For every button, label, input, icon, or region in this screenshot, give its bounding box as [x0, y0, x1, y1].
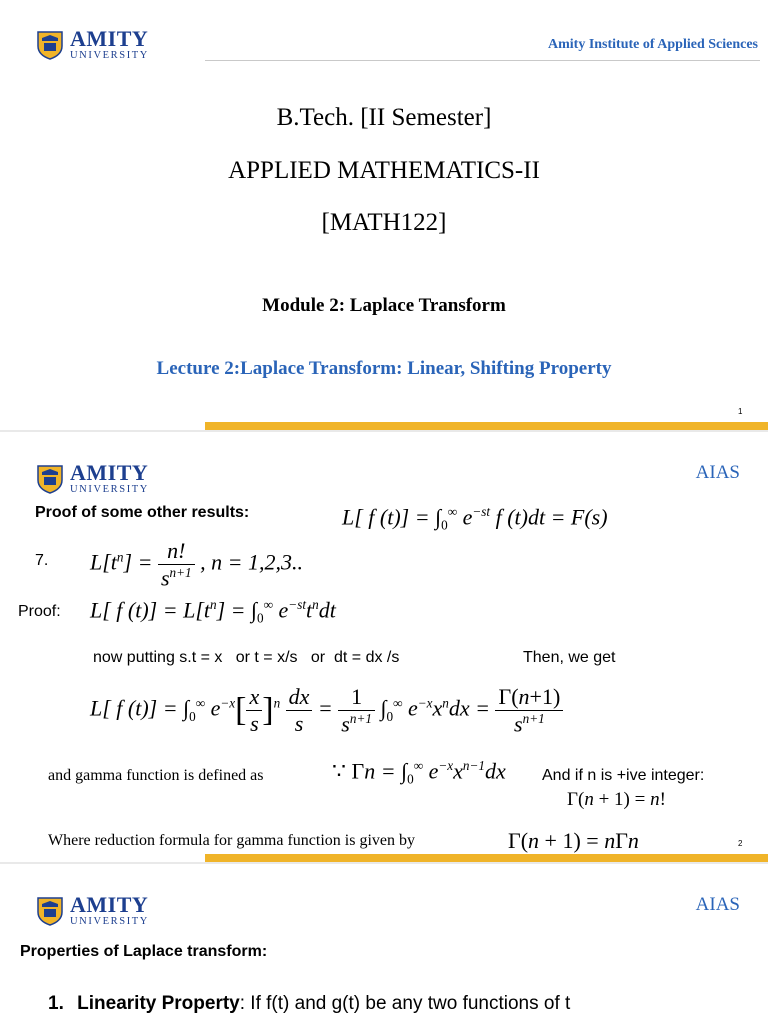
positive-integer-text: And if n is +ive integer:: [542, 767, 705, 784]
property-text: : If f(t) and g(t) be any two functions of t: [239, 993, 571, 1014]
header-abbrev: AIAS: [695, 894, 740, 915]
logo-subtitle: UNIVERSITY: [70, 50, 149, 61]
amity-shield-icon: [36, 896, 64, 926]
item-number: 7.: [35, 552, 49, 569]
proof-step-2: L[ f $(t)] = \int_0^\infty$ $e^{-x}$[ $\frac{x}{s}$ ]$^n$ $\frac{dx}{s}$ = $\frac{1}{s^{n+1}}$ $\int_0^\infty$ $e^{-x}x^ndx$ = $\frac{\Gamma(n+1)}{s^{n+1}}$: [90, 684, 563, 737]
laplace-definition: L[ f $(t)] = \int_0^\infty$ $e^{-st}$ f (t)dt = F(s): [342, 504, 608, 533]
slide-2: [0, 432, 768, 864]
amity-logo: [36, 462, 149, 496]
page-number: 1: [738, 407, 743, 416]
logo-subtitle: UNIVERSITY: [70, 484, 149, 495]
result-formula: $L[t^n]$ = $\frac{n!}{s^{n+1}}$ , n = 1,2,3..: [90, 538, 303, 591]
reduction-formula: Γ(n + 1) = nΓn: [508, 828, 639, 853]
course-semester: B.Tech. [II Semester]: [276, 104, 492, 131]
header-rule: [205, 60, 760, 61]
logo-subtitle: UNIVERSITY: [70, 916, 149, 927]
slide-3: [0, 864, 768, 1024]
then-text: Then, we get: [523, 649, 616, 666]
gamma-factorial-formula: Γ(n + 1) = n!: [567, 789, 666, 810]
module-title: Module 2: Laplace Transform: [262, 295, 506, 316]
page-number: 2: [738, 839, 743, 848]
section-heading: Proof of some other results:: [35, 504, 250, 521]
amity-logo: [36, 28, 149, 62]
property-title: Linearity Property: [77, 993, 240, 1014]
gamma-definition-text: and gamma function is defined as: [48, 767, 264, 784]
proof-step-1: L[ f $(t)] = L[t^n] = \int_0^\infty$ $e^{-st}t^ndt$: [90, 597, 336, 626]
property-item: [48, 993, 570, 1015]
header-abbrev: AIAS: [695, 462, 740, 483]
gold-bar: [205, 854, 768, 862]
logo-name: AMITY: [70, 460, 149, 485]
institute-name: Amity Institute of Applied Sciences: [548, 37, 758, 52]
item-number: 1.: [48, 993, 64, 1014]
logo-name: AMITY: [70, 26, 149, 51]
amity-shield-icon: [36, 464, 64, 494]
course-code: [MATH122]: [321, 209, 447, 236]
slide-1: [0, 0, 768, 432]
gamma-definition-formula: ∵ $\Gamma n = \int_0^\infty$ $e^{-x}x^{n-1}dx$: [332, 758, 506, 787]
lecture-title: Lecture 2:Laplace Transform: Linear, Shifting Property: [156, 358, 612, 379]
substitution-text: now putting s.t = x or t = x/s or dt = dx /s: [93, 649, 400, 666]
amity-logo: [36, 894, 149, 928]
proof-label: Proof:: [18, 603, 61, 620]
reduction-text: Where reduction formula for gamma function is given by: [48, 832, 415, 849]
course-title: APPLIED MATHEMATICS-II: [228, 157, 540, 184]
amity-shield-icon: [36, 30, 64, 60]
section-heading: Properties of Laplace transform:: [20, 943, 268, 960]
gold-bar: [205, 422, 768, 430]
logo-name: AMITY: [70, 892, 149, 917]
